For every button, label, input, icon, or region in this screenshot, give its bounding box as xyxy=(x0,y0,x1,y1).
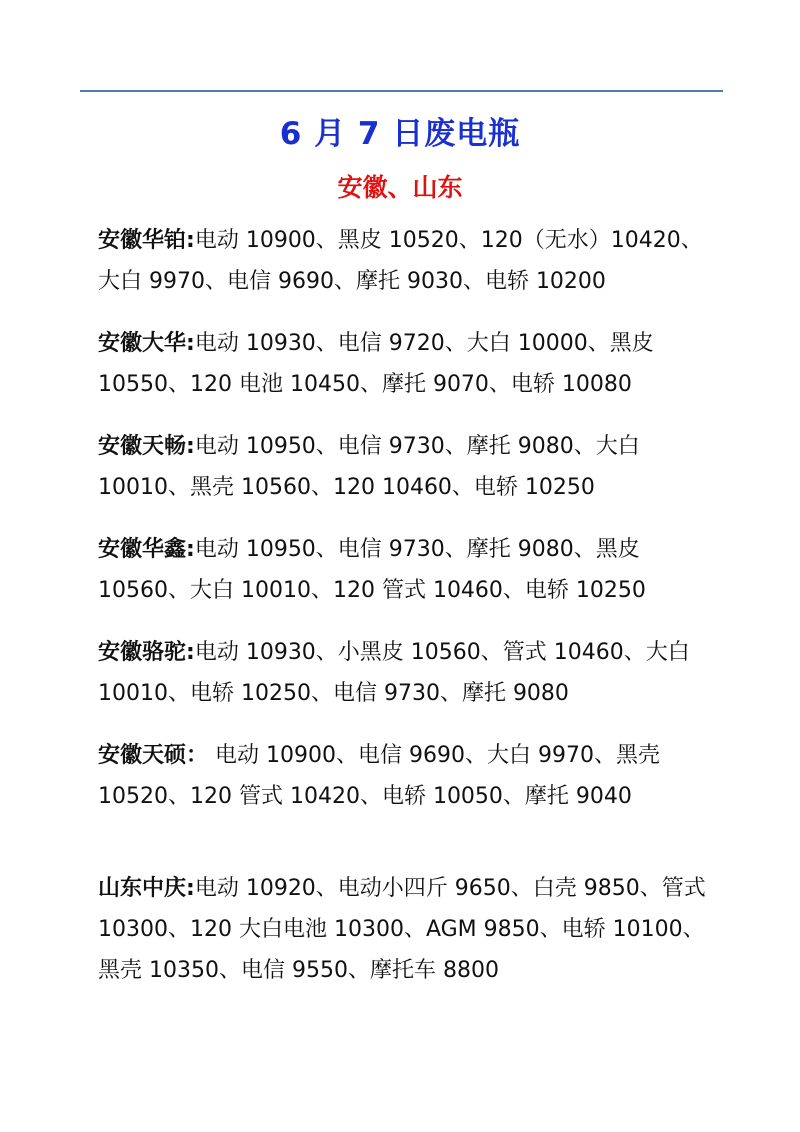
header-rule xyxy=(80,90,723,92)
price-text: 电动 10920、电动小四斤 9650、白壳 9850、管式 10300、120 大白电池 10300、AGM 9850、电轿 10100、黑壳 10350、电信 9550、摩托车 8800 xyxy=(98,876,706,983)
name-separator: : xyxy=(186,331,195,356)
price-entry-anhui-tianchang xyxy=(98,426,710,508)
company-name: 山东中庆 xyxy=(98,876,187,901)
company-name: 安徽华鑫 xyxy=(98,537,187,562)
price-entry-shandong-zhongqing xyxy=(98,868,710,991)
price-text: 电动 10950、电信 9730、摩托 9080、大白 10010、黑壳 10560、120 10460、电轿 10250 xyxy=(98,434,640,500)
price-entry-anhui-dahua xyxy=(98,323,710,405)
price-text: 电动 10930、电信 9720、大白 10000、黑皮 10550、120 电池 10450、摩托 9070、电轿 10080 xyxy=(98,331,654,397)
company-name: 安徽大华 xyxy=(98,331,187,356)
name-separator: : xyxy=(186,434,195,459)
company-name: 安徽天硕 xyxy=(98,743,187,768)
price-entry-anhui-huaxin xyxy=(98,529,710,611)
name-separator: : xyxy=(186,640,195,665)
page-title: 6 月 7 日废电瓶 xyxy=(279,116,521,152)
price-list xyxy=(98,220,710,991)
price-entry-anhui-tianshuo xyxy=(98,735,710,817)
page-subtitle: 安徽、山东 xyxy=(337,173,463,202)
name-separator: ： xyxy=(186,743,209,768)
name-separator: : xyxy=(186,537,195,562)
company-name: 安徽华铂 xyxy=(98,228,187,253)
price-text: 电动 10900、黑皮 10520、120（无水）10420、大白 9970、电信 9690、摩托 9030、电轿 10200 xyxy=(98,228,703,294)
name-separator: : xyxy=(186,876,195,901)
price-entry-anhui-huabo xyxy=(98,220,710,302)
price-text: 电动 10950、电信 9730、摩托 9080、黑皮 10560、大白 10010、120 管式 10460、电轿 10250 xyxy=(98,537,646,603)
price-text: 电动 10930、小黑皮 10560、管式 10460、大白 10010、电轿 10250、电信 9730、摩托 9080 xyxy=(98,640,690,706)
price-text: 电动 10900、电信 9690、大白 9970、黑壳 10520、120 管式 10420、电轿 10050、摩托 9040 xyxy=(98,743,660,809)
company-name: 安徽骆驼 xyxy=(98,640,187,665)
name-separator: : xyxy=(186,228,195,253)
price-entry-anhui-luotuo xyxy=(98,632,710,714)
company-name: 安徽天畅 xyxy=(98,434,187,459)
